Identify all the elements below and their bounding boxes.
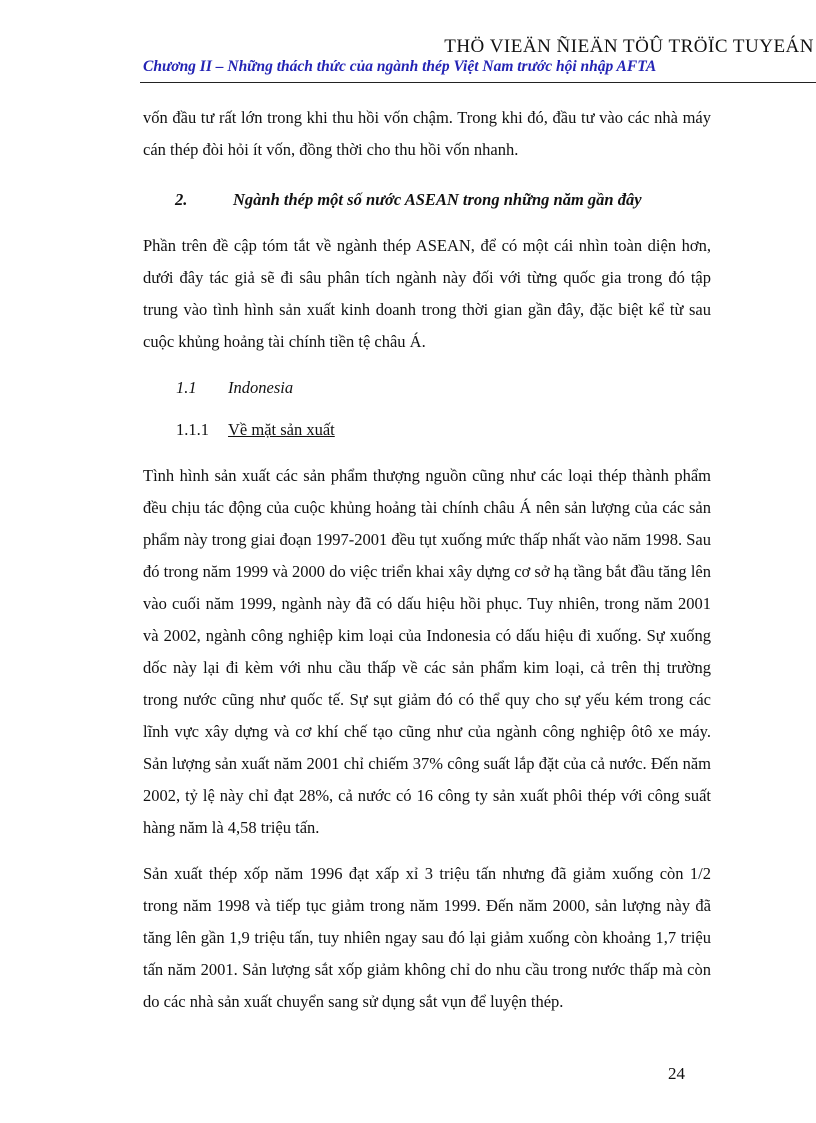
chapter-running-header: Chương II – Những thách thức của ngành thép Việt Nam trước hội nhập AFTA <box>143 58 657 75</box>
subsection-title: Indonesia <box>228 378 294 397</box>
header-divider <box>140 82 816 83</box>
subsubsection-heading-1-1-1 <box>143 414 711 446</box>
paragraph-intro: Phần trên đề cập tóm tắt về ngành thép ASEAN, để có một cái nhìn toàn diện hơn, dưới đây tác giả sẽ đi sâu phân tích ngành này đối với từng quốc gia trong đó tập trung vào tình hình sản xuất kinh doanh trong thời gian gần đây, đặc biệt kể từ sau cuộc khủng hoảng tài chính tiền tệ châu Á. <box>143 236 711 351</box>
subsection-number: 1.1 <box>176 378 197 397</box>
page-body <box>143 102 711 1018</box>
paragraph-continuation: vốn đầu tư rất lớn trong khi thu hồi vốn chậm. Trong khi đó, đầu tư vào các nhà máy cán thép đòi hỏi ít vốn, đồng thời cho thu hồi vốn nhanh. <box>143 108 711 159</box>
subsection-heading-1-1 <box>143 372 711 404</box>
subsubsection-title: Về mặt sản xuất <box>228 420 335 439</box>
section-number: 2. <box>175 190 188 209</box>
page-number: 24 <box>668 1064 685 1083</box>
paragraph-sponge-iron: Sản xuất thép xốp năm 1996 đạt xấp xỉ 3 triệu tấn nhưng đã giảm xuống còn 1/2 trong năm 1998 và tiếp tục giảm trong năm 1999. Đến năm 2000, sản lượng này đã tăng lên gần 1,9 triệu tấn, tuy nhiên ngay sau đó lại giảm xuống còn khoảng 1,7 triệu tấn năm 2001. Sản lượng sắt xốp giảm không chỉ do nhu cầu trong nước thấp mà còn do các nhà sản xuất chuyển sang sử dụng sắt vụn để luyện thép. <box>143 864 711 1011</box>
subsubsection-number: 1.1.1 <box>176 420 209 439</box>
section-heading-2 <box>143 184 711 216</box>
library-watermark: THÖ VIEÄN ÑIEÄN TÖÛ TRÖÏC TUYEÁN <box>444 36 814 57</box>
section-title: Ngành thép một số nước ASEAN trong những năm gần đây <box>233 190 642 209</box>
paragraph-production: Tình hình sản xuất các sản phẩm thượng nguồn cũng như các loại thép thành phẩm đều chịu tác động của cuộc khủng hoảng tài chính châu Á nên sản lượng của các sản phẩm này trong giai đoạn 1997-2001 đều tụt xuống mức thấp nhất vào năm 1998. Sau đó trong năm 1999 và 2000 do việc triển khai xây dựng cơ sở hạ tầng bắt đầu tăng lên vào cuối năm 1999, ngành này đã có dấu hiệu hồi phục. Tuy nhiên, trong năm 2001 và 2002, ngành công nghiệp kim loại của Indonesia có dấu hiệu đi xuống. Sự xuống dốc này lại đi kèm với nhu cầu thấp về các sản phẩm kim loại, cả trên thị trường trong nước cũng như quốc tế. Sự sụt giảm đó có thể quy cho sự yếu kém trong các lĩnh vực xây dựng và cơ khí chế tạo cũng như của ngành công nghiệp ôtô xe máy. Sản lượng sản xuất năm 2001 chỉ chiếm 37% công suất lắp đặt của cả nước. Đến năm 2002, tỷ lệ này chỉ đạt 28%, cả nước có 16 công ty sản xuất phôi thép với công suất hàng năm là 4,58 triệu tấn. <box>143 466 712 837</box>
